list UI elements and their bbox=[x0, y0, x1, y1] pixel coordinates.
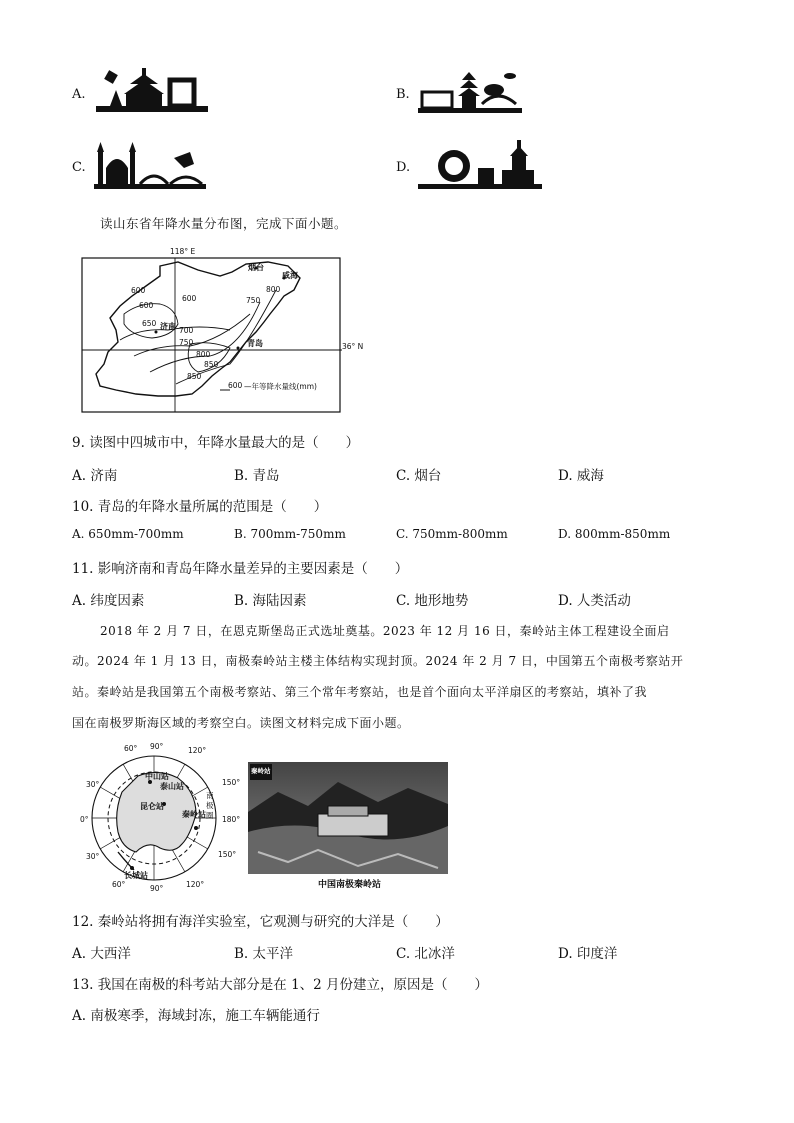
q11-option-c[interactable]: C. 地形地势 bbox=[396, 593, 469, 609]
option-d-letter: D. bbox=[396, 160, 411, 175]
polar-label: 30° bbox=[86, 852, 100, 861]
isoline-label: 600 bbox=[182, 294, 197, 303]
station-taishan: 泰山站 bbox=[160, 782, 184, 791]
photo-badge: 秦岭站 bbox=[251, 767, 271, 775]
qinling-station-photo bbox=[248, 762, 448, 874]
antarctic-circle-label: 圈 bbox=[206, 811, 214, 820]
paragraph-line-4: 国在南极罗斯海区域的考察空白。读图文材料完成下面小题。 bbox=[72, 716, 410, 730]
q10-option-c[interactable]: C. 750mm-800mm bbox=[396, 527, 508, 541]
q12-option-a[interactable]: A. 大西洋 bbox=[72, 946, 131, 962]
q11-option-a[interactable]: A. 纬度因素 bbox=[72, 593, 145, 609]
polar-label: 150° bbox=[222, 778, 241, 787]
polar-label: 180° bbox=[222, 815, 241, 824]
isoline-label: 600 bbox=[131, 286, 146, 295]
option-c-letter: C. bbox=[72, 160, 86, 175]
q10-option-a[interactable]: A. 650mm-700mm bbox=[72, 527, 184, 541]
isoline-label: 750 bbox=[246, 296, 261, 305]
question-13: 13. 我国在南极的科考站大部分是在 1、2 月份建立，原因是（ ） bbox=[72, 977, 489, 993]
station-qinling: 秦岭站 bbox=[182, 810, 206, 819]
isoline-label: 700 bbox=[179, 326, 194, 335]
tianjin-landmarks-silhouette-icon bbox=[418, 66, 522, 116]
question-10: 10. 青岛的年降水量所属的范围是（ ） bbox=[72, 499, 328, 515]
xian-mosque-landmarks-silhouette-icon bbox=[94, 138, 206, 192]
polar-label: 30° bbox=[86, 780, 100, 789]
option-b-letter: B. bbox=[396, 87, 410, 102]
lon-label: 118° E bbox=[170, 247, 196, 256]
paragraph-line-1: 2018 年 2 月 7 日，在恩克斯堡岛正式选址奠基。2023 年 12 月 16 日，秦岭站主体工程建设全面启 bbox=[100, 624, 670, 638]
intro-text-1: 读山东省年降水量分布图，完成下面小题。 bbox=[100, 216, 348, 231]
q12-option-c[interactable]: C. 北冰洋 bbox=[396, 946, 455, 962]
shanghai-landmarks-silhouette-icon bbox=[418, 138, 542, 192]
shandong-precipitation-map bbox=[80, 244, 370, 416]
polar-label: 60° bbox=[124, 744, 138, 753]
q12-option-b[interactable]: B. 太平洋 bbox=[234, 946, 294, 962]
isoline-label: 750 bbox=[179, 338, 194, 347]
city-label-jinan: 济南 bbox=[160, 322, 176, 331]
polar-label: 120° bbox=[186, 880, 205, 889]
polar-label: 60° bbox=[112, 880, 126, 889]
isoline-label: 800 bbox=[266, 285, 281, 294]
isoline-label: 650 bbox=[142, 319, 157, 328]
antarctica-polar-map bbox=[78, 744, 241, 888]
q9-option-c[interactable]: C. 烟台 bbox=[396, 468, 442, 484]
paragraph-line-3: 站。秦岭站是我国第五个南极考察站、第三个常年考察站，也是首个面向太平洋扇区的考察站，填补了我 bbox=[72, 685, 648, 699]
polar-label: 0° bbox=[80, 815, 89, 824]
lat-label: 36° N bbox=[342, 342, 364, 351]
q13-option-a[interactable]: A. 南极寒季，海域封冻，施工车辆能通行 bbox=[72, 1008, 320, 1024]
city-label-yantai: 烟台 bbox=[248, 263, 264, 272]
antarctic-circle-label: 极 bbox=[206, 801, 214, 810]
city-label-weihai: 威海 bbox=[282, 271, 298, 280]
beijing-landmarks-silhouette-icon bbox=[96, 66, 208, 114]
q12-option-d[interactable]: D. 印度洋 bbox=[558, 946, 618, 962]
polar-label: 90° bbox=[150, 742, 164, 751]
photo-caption: 中国南极秦岭站 bbox=[318, 880, 382, 890]
q9-option-d[interactable]: D. 威海 bbox=[558, 468, 604, 484]
station-zhongshan: 中山站 bbox=[145, 772, 169, 781]
isoline-label: 850 bbox=[204, 360, 219, 369]
question-9: 9. 读图中四城市中，年降水量最大的是（ ） bbox=[72, 435, 360, 451]
paragraph-line-2: 动。2024 年 1 月 13 日，南极秦岭站主楼主体结构实现封顶。2024 年 2 月 7 日，中国第五个南极考察站开 bbox=[72, 654, 684, 668]
q9-option-b[interactable]: B. 青岛 bbox=[234, 468, 280, 484]
q11-option-d[interactable]: D. 人类活动 bbox=[558, 593, 631, 609]
polar-label: 150° bbox=[218, 850, 237, 859]
station-kunlun: 昆仑站 bbox=[140, 802, 164, 811]
option-a-letter: A. bbox=[72, 87, 86, 102]
question-12: 12. 秦岭站将拥有海洋实验室，它观测与研究的大洋是（ ） bbox=[72, 914, 449, 930]
q10-option-b[interactable]: B. 700mm-750mm bbox=[234, 527, 346, 541]
city-label-qingdao: 青岛 bbox=[247, 339, 263, 348]
q9-option-a[interactable]: A. 济南 bbox=[72, 468, 118, 484]
legend-value: 600 bbox=[228, 381, 243, 390]
question-11: 11. 影响济南和青岛年降水量差异的主要因素是（ ） bbox=[72, 561, 409, 577]
polar-label: 90° bbox=[150, 884, 164, 893]
antarctic-circle-label: 南 bbox=[206, 791, 214, 800]
isoline-label: 600 bbox=[139, 301, 154, 310]
isoline-label: 800 bbox=[196, 350, 211, 359]
station-changcheng: 长城站 bbox=[124, 871, 148, 880]
polar-label: 120° bbox=[188, 746, 207, 755]
q11-option-b[interactable]: B. 海陆因素 bbox=[234, 593, 307, 609]
legend-text: —年等降水量线(mm) bbox=[244, 382, 317, 391]
q10-option-d[interactable]: D. 800mm-850mm bbox=[558, 527, 671, 541]
isoline-label: 850 bbox=[187, 372, 202, 381]
